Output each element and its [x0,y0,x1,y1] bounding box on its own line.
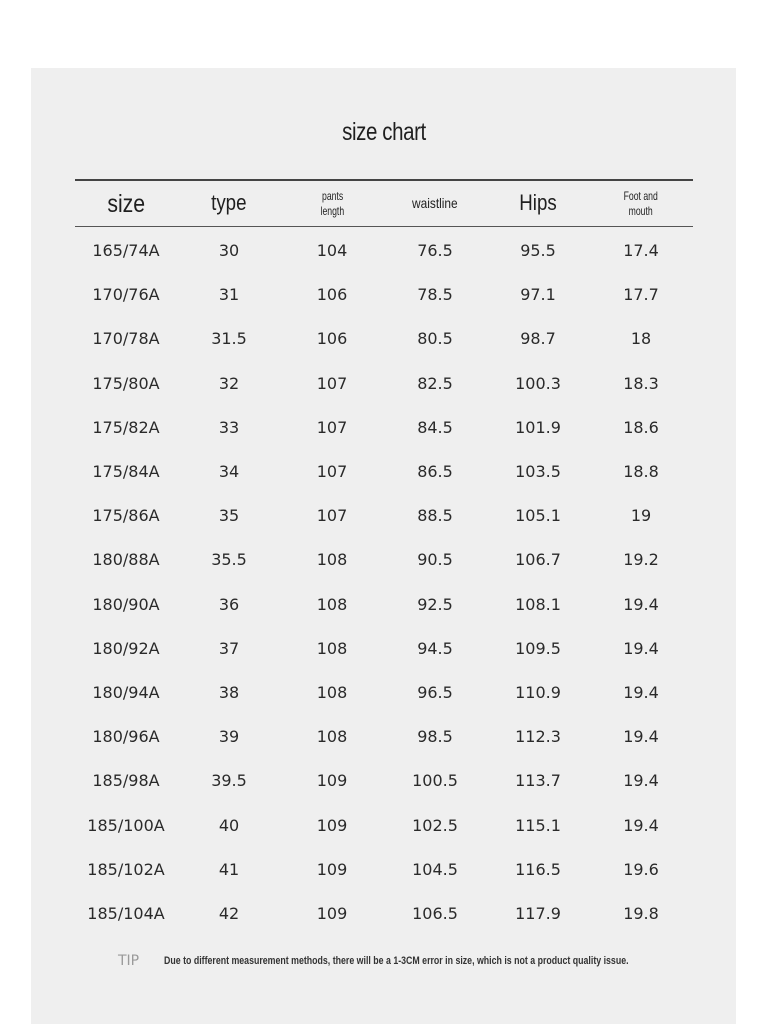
cell-waistline: 102.5 [412,815,458,835]
cell-type: 31 [218,285,240,305]
cell-pants-length: 107 [316,462,348,481]
cell-hips: 97.1 [520,285,556,305]
cell-waistline: 88.5 [417,506,453,526]
cell-size: 180/88A [92,550,160,570]
cell-waistline: 82.5 [417,373,453,393]
cell-waistline: 80.5 [417,329,453,349]
header-hips: Hips [519,190,557,216]
cell-waistline: 84.5 [417,417,453,437]
cell-hips: 106.7 [515,550,561,570]
cell-hips: 105.1 [515,506,561,526]
cell-pants-length: 108 [316,638,348,658]
cell-size: 175/80A [92,373,160,393]
cell-foot-mouth: 19.6 [623,859,659,879]
table-row [75,494,693,538]
cell-type: 39 [218,727,240,747]
header-foot-mouth: Foot and mouth [623,189,659,218]
cell-size: 170/76A [92,285,160,305]
cell-size: 185/98A [92,771,160,791]
table-row [75,583,693,627]
cell-size: 175/86A [92,506,160,526]
cell-foot-mouth: 19.4 [623,683,659,702]
cell-foot-mouth: 19.4 [623,594,659,614]
cell-hips: 112.3 [515,727,561,747]
cell-foot-mouth: 17.7 [623,285,659,305]
cell-waistline: 92.5 [417,594,453,614]
cell-pants-length: 107 [316,417,348,437]
cell-type: 39.5 [211,771,247,791]
table-row [75,804,693,848]
cell-pants-length: 106 [316,329,348,349]
cell-foot-mouth: 18.3 [623,373,659,393]
cell-waistline: 96.5 [417,683,453,702]
table-row [75,406,693,450]
cell-hips: 100.3 [515,373,561,393]
cell-waistline: 76.5 [417,241,453,260]
cell-type: 42 [218,904,240,923]
cell-type: 30 [218,241,240,260]
table-row [75,627,693,671]
cell-foot-mouth: 18 [630,329,652,349]
cell-waistline: 106.5 [412,904,458,923]
cell-hips: 101.9 [515,417,561,437]
header-waistline: waistline [412,195,458,212]
cell-waistline: 104.5 [412,859,458,879]
cell-pants-length: 108 [316,550,348,570]
cell-foot-mouth: 19.4 [623,815,659,835]
cell-foot-mouth: 19.8 [623,904,659,923]
cell-waistline: 98.5 [417,727,453,747]
table-row [75,229,693,273]
cell-hips: 109.5 [515,638,561,658]
table-row [75,892,693,936]
cell-pants-length: 107 [316,506,348,526]
cell-hips: 113.7 [515,771,561,791]
cell-size: 185/104A [87,904,165,923]
header-type: type [211,190,247,216]
table-row [75,759,693,803]
cell-pants-length: 108 [316,683,348,702]
cell-type: 35 [218,506,240,526]
cell-pants-length: 104 [316,241,348,260]
cell-hips: 103.5 [515,462,561,481]
cell-size: 180/94A [92,683,160,702]
cell-hips: 108.1 [515,594,561,614]
header-size: size [107,189,145,218]
cell-foot-mouth: 18.8 [623,462,659,481]
table-row [75,362,693,406]
cell-foot-mouth: 19.4 [623,638,659,658]
cell-hips: 117.9 [515,904,561,923]
cell-pants-length: 109 [316,859,348,879]
cell-pants-length: 109 [316,815,348,835]
tip-label: TIP [118,953,140,969]
cell-pants-length: 109 [316,904,348,923]
cell-waistline: 78.5 [417,285,453,305]
tip-text: Due to different measurement methods, there will be a 1-3CM error in size, which is not a product quality issue. [164,955,629,967]
cell-type: 33 [218,417,240,437]
cell-size: 185/100A [87,815,165,835]
cell-size: 180/96A [92,727,160,747]
page-title: size chart [342,118,426,146]
cell-size: 180/90A [92,594,160,614]
cell-hips: 95.5 [520,241,556,260]
cell-type: 32 [218,373,240,393]
cell-hips: 115.1 [515,815,561,835]
cell-type: 34 [218,462,240,481]
cell-waistline: 100.5 [412,771,458,791]
cell-pants-length: 107 [316,373,348,393]
header-pants-length: pants length [320,189,344,218]
cell-type: 37 [218,638,240,658]
cell-foot-mouth: 19 [630,506,652,526]
cell-type: 40 [218,815,240,835]
cell-size: 180/92A [92,638,160,658]
table-row [75,450,693,494]
cell-foot-mouth: 19.2 [623,550,659,570]
table-row [75,671,693,715]
cell-foot-mouth: 17.4 [623,241,659,260]
cell-size: 175/84A [92,462,160,481]
table-row [75,538,693,582]
cell-pants-length: 108 [316,727,348,747]
cell-hips: 110.9 [515,683,561,702]
table-row [75,273,693,317]
cell-waistline: 90.5 [417,550,453,570]
table-row [75,317,693,361]
cell-type: 31.5 [211,329,247,349]
cell-type: 41 [218,859,240,879]
cell-pants-length: 108 [316,594,348,614]
table-row [75,848,693,892]
cell-foot-mouth: 19.4 [623,771,659,791]
cell-hips: 116.5 [515,859,561,879]
cell-pants-length: 109 [316,771,348,791]
cell-size: 185/102A [87,859,165,879]
cell-size: 175/82A [92,417,160,437]
table-header-rule [75,226,693,227]
cell-size: 170/78A [92,329,160,349]
cell-waistline: 86.5 [417,462,453,481]
cell-size: 165/74A [92,241,160,260]
cell-hips: 98.7 [520,329,556,349]
cell-foot-mouth: 19.4 [623,727,659,747]
cell-type: 36 [218,594,240,614]
table-row [75,715,693,759]
cell-pants-length: 106 [316,285,348,305]
cell-type: 38 [218,683,240,702]
cell-foot-mouth: 18.6 [623,417,659,437]
tip-note [0,952,768,970]
cell-type: 35.5 [211,550,247,570]
cell-waistline: 94.5 [417,638,453,658]
